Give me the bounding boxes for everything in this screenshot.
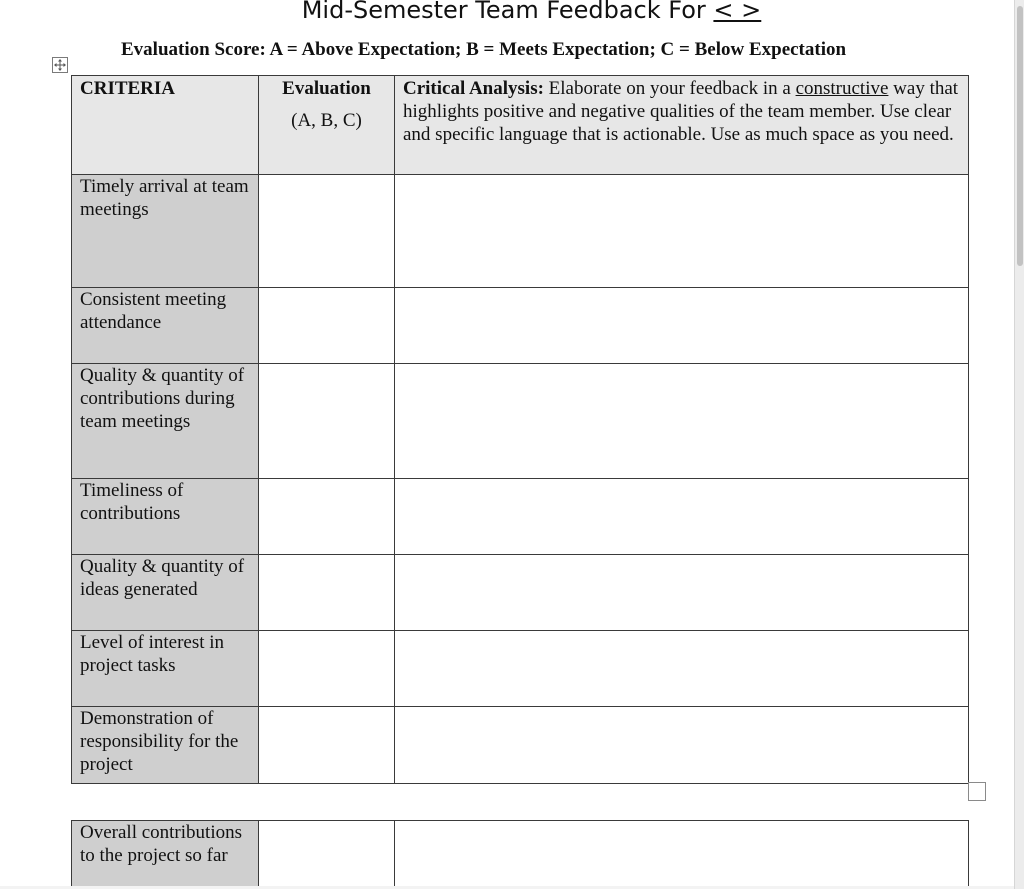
criterion-cell[interactable]	[72, 707, 259, 784]
overall-analysis-cell[interactable]	[395, 821, 969, 887]
criterion-cell[interactable]	[72, 631, 259, 707]
table-row	[72, 175, 969, 288]
analysis-header-cell[interactable]	[395, 76, 969, 175]
vertical-scrollbar[interactable]	[1014, 0, 1024, 889]
evaluation-cell[interactable]	[259, 288, 395, 364]
table-row	[72, 631, 969, 707]
evaluation-cell[interactable]	[259, 364, 395, 479]
analysis-label: Critical Analysis:	[403, 78, 544, 99]
criterion-label: Demonstration of responsibility for the project	[80, 708, 239, 775]
scoring-legend: Evaluation Score: A = Above Expectation; B = Meets Expectation; C = Below Expectation	[121, 39, 847, 60]
overall-criterion-label: Overall contributions to the project so far	[80, 822, 242, 866]
table-row	[72, 288, 969, 364]
table-end-marker[interactable]	[968, 782, 986, 801]
criterion-label: Quality & quantity of contributions during team meetings	[80, 365, 245, 432]
table-row	[72, 555, 969, 631]
analysis-cell[interactable]	[395, 364, 969, 479]
table-row	[72, 364, 969, 479]
title-prefix: Mid-Semester Team Feedback For	[301, 0, 706, 24]
table-header-row	[72, 76, 969, 175]
criterion-label: Level of interest in project tasks	[80, 632, 225, 676]
criterion-cell[interactable]	[72, 555, 259, 631]
evaluation-header-cell[interactable]	[259, 76, 395, 175]
analysis-cell[interactable]	[395, 288, 969, 364]
analysis-text-2: way that highlights positive and negative qualities of the team member. Use clear and specific language that is actionable. Use as much space as you need.	[403, 78, 959, 145]
criterion-label: Quality & quantity of ideas generated	[80, 556, 245, 600]
criterion-label: Timeliness of contributions	[80, 480, 184, 524]
analysis-text-1: Elaborate on your feedback in a	[543, 78, 796, 99]
criterion-label: Consistent meeting attendance	[80, 289, 227, 333]
overall-evaluation-cell[interactable]	[259, 821, 395, 887]
document-title[interactable]	[0, 0, 1014, 26]
criterion-label: Timely arrival at team meetings	[80, 176, 249, 220]
table-move-handle-icon[interactable]	[52, 57, 68, 73]
criterion-cell[interactable]	[72, 175, 259, 288]
analysis-cell[interactable]	[395, 631, 969, 707]
evaluation-cell[interactable]	[259, 175, 395, 288]
evaluation-cell[interactable]	[259, 555, 395, 631]
evaluation-cell[interactable]	[259, 707, 395, 784]
analysis-header	[403, 76, 960, 146]
table-row	[72, 479, 969, 555]
overall-row	[72, 821, 969, 887]
analysis-cell[interactable]	[395, 555, 969, 631]
overall-table	[71, 820, 969, 886]
table-row	[72, 707, 969, 784]
evaluation-cell[interactable]	[259, 631, 395, 707]
evaluation-cell[interactable]	[259, 479, 395, 555]
analysis-cell[interactable]	[395, 175, 969, 288]
criterion-cell[interactable]	[72, 364, 259, 479]
criteria-header: CRITERIA	[80, 78, 176, 99]
evaluation-header: Evaluation	[282, 78, 371, 99]
scrollbar-thumb[interactable]	[1017, 6, 1023, 266]
analysis-underlined: constructive	[795, 78, 889, 99]
member-name-placeholder[interactable]: < >	[713, 0, 762, 24]
criterion-cell[interactable]	[72, 288, 259, 364]
feedback-table	[71, 75, 969, 784]
overall-criterion-cell[interactable]	[72, 821, 259, 887]
analysis-cell[interactable]	[395, 707, 969, 784]
criteria-header-cell[interactable]	[72, 76, 259, 175]
analysis-cell[interactable]	[395, 479, 969, 555]
criterion-cell[interactable]	[72, 479, 259, 555]
evaluation-options: (A, B, C)	[291, 110, 362, 131]
